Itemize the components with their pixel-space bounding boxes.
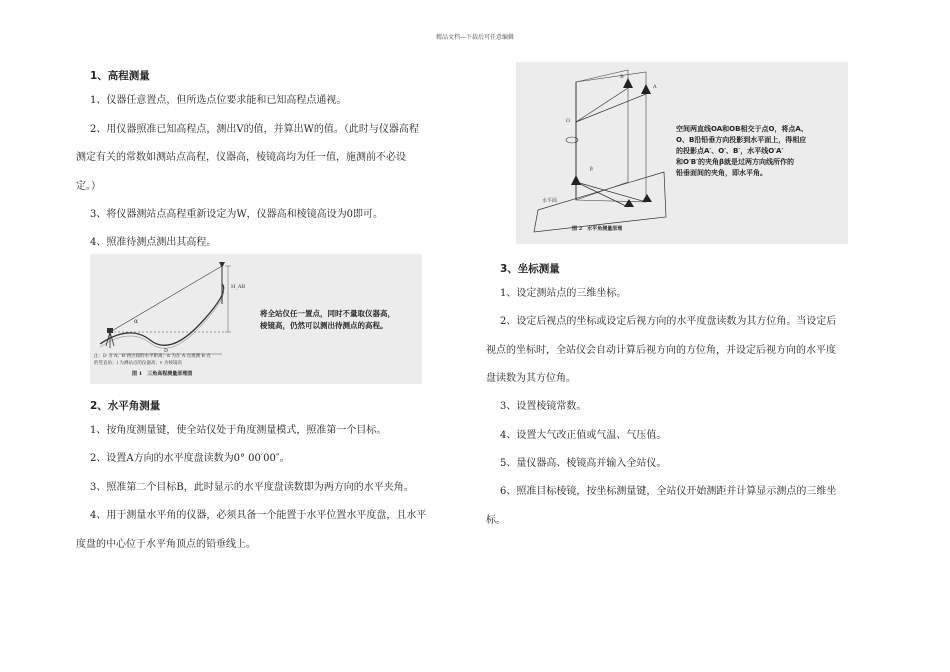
line-ob xyxy=(576,88,628,122)
section-title-coordinate: 3、坐标测量 xyxy=(500,263,560,275)
section-title-elevation: 1、高程测量 xyxy=(90,70,150,82)
elevation-step-4: 4、照准待测点测出其高程。 xyxy=(90,237,217,248)
label-hab: H_AB xyxy=(231,284,246,290)
label-plane: 水平面 xyxy=(542,198,558,204)
coord-step-2-line2: 视点的坐标时，全站仪会自动计算后视方向的方位角，并设定后视方向的水平度 xyxy=(486,345,836,356)
coord-step-5: 5、量仪器高、棱镜高并输入全站仪。 xyxy=(500,458,667,469)
vertical-plane-a xyxy=(576,72,646,202)
angle-step-4-line2: 度盘的中心位于水平角顶点的铅垂线上。 xyxy=(76,539,256,550)
elevation-step-2-line2: 测定有关的常数如测站点高程，仪器高，棱镜高均为任一值，施测前不必设 xyxy=(76,152,406,163)
ground-profile xyxy=(100,284,224,345)
section-title-horizontal-angle: 2、水平角测量 xyxy=(90,400,161,412)
tripod-leg-right xyxy=(110,332,114,346)
figure-horizontal-angle xyxy=(516,62,848,244)
line-oa xyxy=(576,94,646,122)
figure1-caption: 将全站仪任一置点，同时不量取仪器高， 棱镜高，仍然可以测出待测点的高程。 xyxy=(260,309,395,330)
instrument-body xyxy=(107,328,113,333)
projection-b-icon xyxy=(624,199,634,207)
label-distance: D xyxy=(164,348,169,354)
vertical-plane-b xyxy=(576,70,628,200)
elevation-step-3: 3、将仪器测站点高程重新设定为W，仪器高和棱镜高设为0即可。 xyxy=(90,209,384,220)
figure2-caption: 空间两直线OA和OB相交于点O，将点A、 O、B沿铅垂方向投影到水平面上，得相应 的投影点A′、O′、B′，水平线O′A′ 和O′B′的夹角β就是过两方向线所作的 铅垂面间的夹角，即水平角。 xyxy=(676,125,808,177)
figure1-title: 图 1 三角高程测量原理图 xyxy=(132,371,193,377)
figure1-note: 注：D 为 A、B 两点间的水平距离；α 为在 A 点观测 B 点 的竖直角；i 为测站点的仪器高；v 为棱镜高 xyxy=(94,354,211,366)
page-header: 精品文档---下载后可任意编辑 xyxy=(435,34,515,41)
label-o: O xyxy=(566,118,571,124)
angle-step-1: 1、按角度测量键，使全站仪处于角度测量模式，照准第一个目标。 xyxy=(90,425,387,436)
target-b-icon xyxy=(623,78,633,88)
figure-trig-leveling xyxy=(90,254,422,384)
angle-step-3: 3、照准第二个目标B，此时显示的水平度盘读数即为两方向的水平夹角。 xyxy=(90,482,414,493)
angle-step-2: 2、设置A方向的水平度盘读数为0° 00′00″。 xyxy=(90,453,290,464)
projection-a-icon xyxy=(642,194,652,202)
elevation-step-2-line1: 2、用仪器照准已知高程点，测出V的值，并算出W的值。（此时与仪器高程 xyxy=(90,124,419,135)
label-a: A xyxy=(653,84,657,90)
coord-step-3: 3、设置棱镜常数。 xyxy=(500,401,587,412)
coord-step-4: 4、设置大气改正值或气温、气压值。 xyxy=(500,430,667,441)
label-b: B xyxy=(620,74,624,80)
coord-step-6-line2: 标。 xyxy=(486,515,506,526)
angle-step-4-line1: 4、用于测量水平角的仪器，必须具备一个能置于水平位置水平度盘，且水平 xyxy=(90,510,427,521)
coord-step-2-line3: 盘读数为其方位角。 xyxy=(486,373,576,384)
sight-line xyxy=(110,266,222,332)
label-beta: β xyxy=(590,166,593,172)
elevation-step-2-line3: 定。） xyxy=(76,181,101,192)
station-icon xyxy=(571,175,581,185)
label-alpha: α xyxy=(134,318,139,325)
coord-step-1: 1、设定测站点的三维坐标。 xyxy=(500,288,627,299)
target-a-icon xyxy=(641,84,651,94)
coord-step-6-line1: 6、照准目标棱镜，按坐标测量键，全站仪开始测距并计算显示测点的三维坐 xyxy=(500,486,837,497)
elevation-step-1: 1、仪器任意置点，但所选点位要求能和已知高程点通视。 xyxy=(90,95,347,106)
figure2-title: 图 2 水平角测量原理 xyxy=(572,226,623,232)
coord-step-2-line1: 2、设定后视点的坐标或设定后视方向的水平度盘读数为其方位角。当设定后 xyxy=(500,316,837,327)
